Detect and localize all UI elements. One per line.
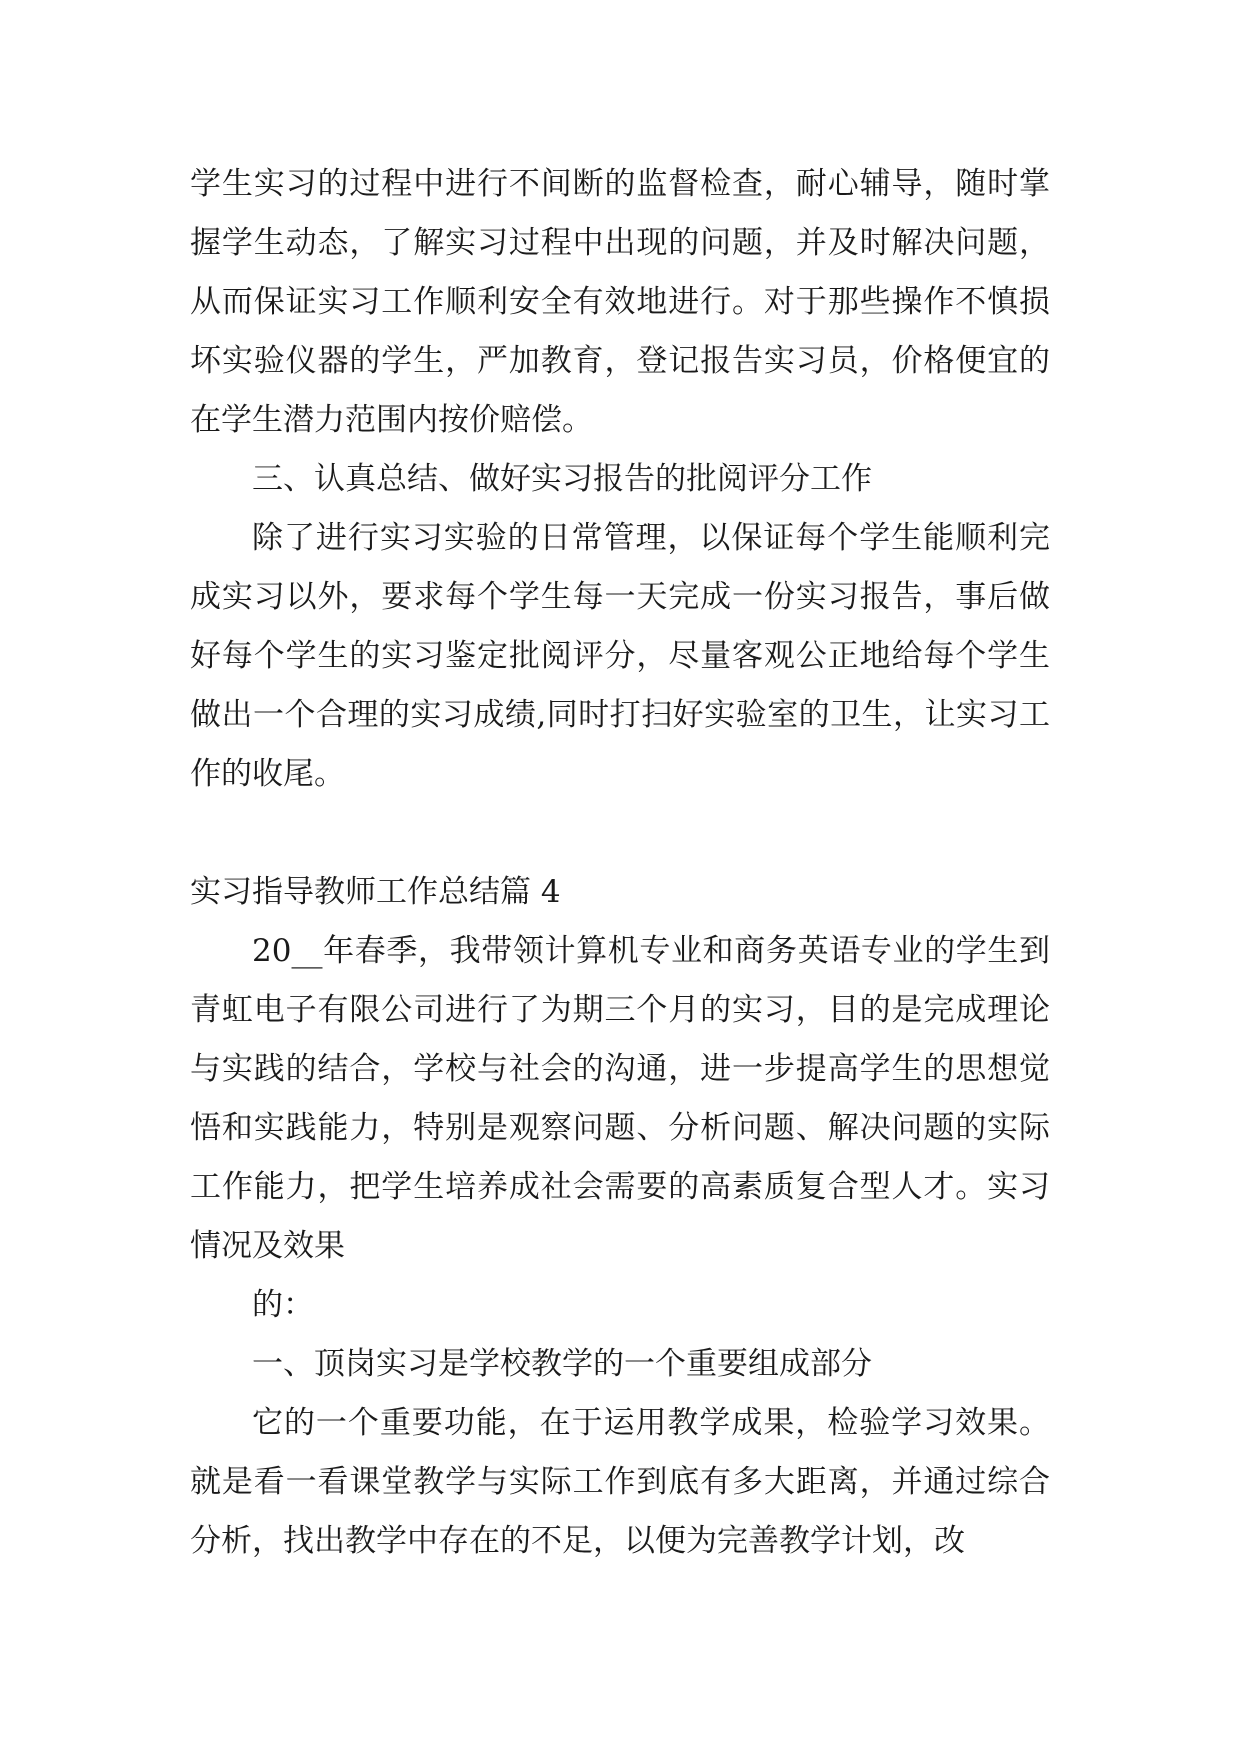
paragraph-function: 它的一个重要功能，在于运用教学成果，检验学习效果。就是看一看课堂教学与实际工作到底有多大距离，并通过综合分析，找出教学中存在的不足，以便为完善教学计划，改 [190,1405,1050,1559]
section-heading-one: 一、顶岗实习是学校教学的一个重要组成部分 [252,1346,872,1382]
paragraph-supervision: 学生实习的过程中进行不间断的监督检查，耐心辅导，随时掌握学生动态，了解实习过程中出现的问题，并及时解决问题，从而保证实习工作顺利安全有效地进行。对于那些操作不慎损坏实验仪器的学生，严加教育，登记报告实习员，价格便宜的在学生潜力范围内按价赔偿。 [190,166,1050,438]
document-body [190,155,1050,1571]
paragraph-intro: 20__年春季，我带领计算机专业和商务英语专业的学生到青虹电子有限公司进行了为期三个月的实习，目的是完成理论与实践的结合，学校与社会的沟通，进一步提高学生的思想觉悟和实践能力，特别是观察问题、分析问题、解决问题的实际工作能力，把学生培养成社会需要的高素质复合型人才。实习情况及效果 [190,933,1050,1264]
article-title: 实习指导教师工作总结篇 4 [190,874,561,910]
paragraph-daily-management: 除了进行实习实验的日常管理，以保证每个学生能顺利完成实习以外，要求每个学生每一天完成一份实习报告，事后做好每个学生的实习鉴定批阅评分，尽量客观公正地给每个学生做出一个合理的实习成绩,同时打扫好实验室的卫生，让实习工作的收尾。 [190,520,1050,792]
paragraph-fragment: 的： [252,1287,314,1323]
section-heading-three: 三、认真总结、做好实习报告的批阅评分工作 [252,461,872,497]
section-gap [190,804,1050,863]
